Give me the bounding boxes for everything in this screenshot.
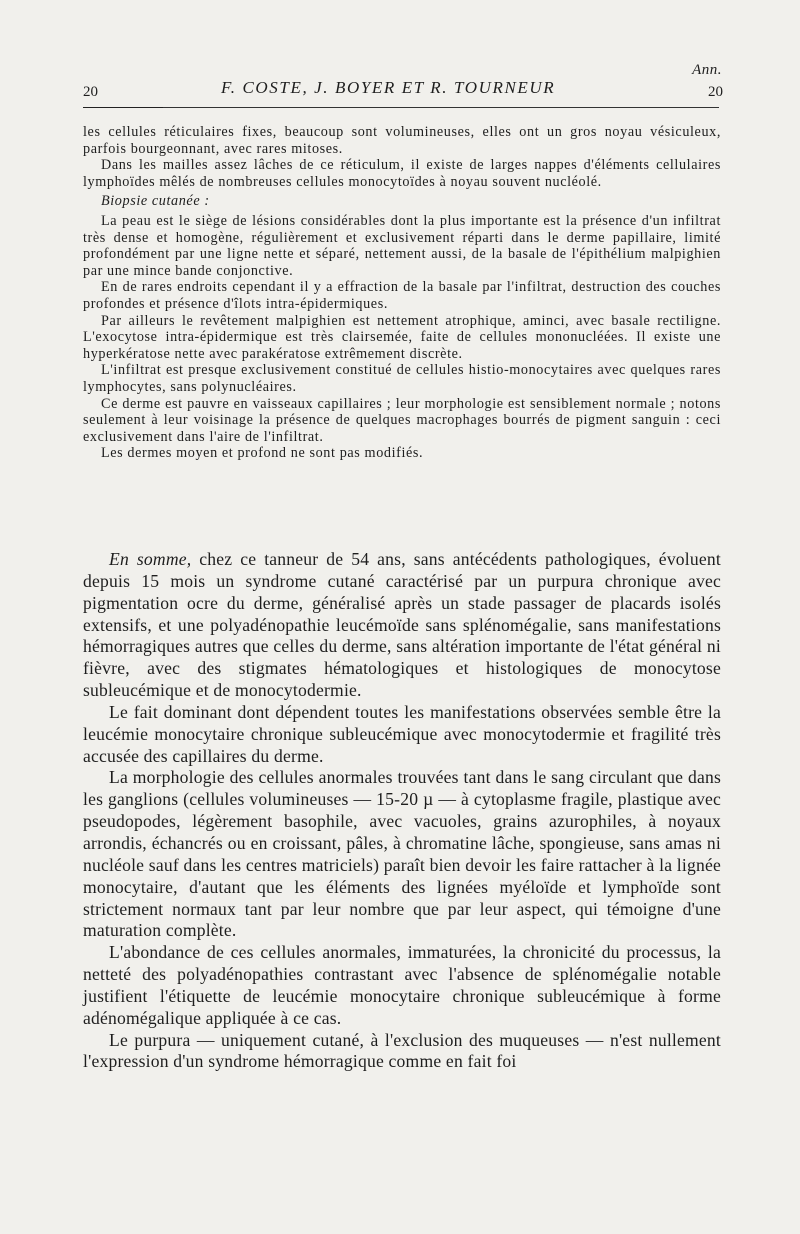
page-number-right: 20 bbox=[708, 84, 723, 100]
small-print-section bbox=[83, 124, 721, 462]
paragraph: La peau est le siège de lésions considérables dont la plus importante est la présence d'un infiltrat très dense et homogène, régulièrement et exclusivement réparti dans le derme papillaire, limité profondément par une ligne nette et séparé, nettement aussi, de la basale de l'épithélium malpighien par une mince bande conjonctive. bbox=[83, 212, 721, 279]
paragraph bbox=[83, 549, 721, 702]
paragraph-body: chez ce tanneur de 54 ans, sans antécédents pathologiques, évoluent depuis 15 mois un syndrome cutané caractérisé par un purpura chronique avec pigmentation ocre du derme, généralisé après un stade passager de placards isolés extensifs, et une polyadénopathie leucémoïde sans splénomégalie, sans manifestations hémorragiques autres que celles du derme, sans altération importante de l'état général ni fièvre, avec des stigmates hématologiques et histologiques de monocytose subleucémique et de monocytodermie. bbox=[83, 549, 721, 701]
main-text-section bbox=[83, 549, 721, 1073]
paragraph: Ce derme est pauvre en vaisseaux capillaires ; leur morphologie est sensiblement normale ; notons seulement à leur voisinage la présence de quelques macrophages bourrés de pigment sanguin : ceci exclusivement dans l'aire de l'infiltrat. bbox=[83, 395, 721, 445]
running-title: F. COSTE, J. BOYER ET R. TOURNEUR bbox=[221, 78, 556, 97]
lead-phrase: En somme, bbox=[109, 549, 192, 569]
paragraph: La morphologie des cellules anormales trouvées tant dans le sang circulant que dans les ganglions (cellules volumineuses — 15-20 µ — à cytoplasme fragile, plastique avec pseudopodes, légèrement basophile, avec vacuoles, grains azurophiles, à noyaux arrondis, échancrés ou en croissant, pâles, à chromatine lâche, spongieuse, sans amas ni nucléole sauf dans les centres matriciels) paraît bien devoir les faire rattacher à la lignée monocytaire, d'autant que les éléments des lignées myéloïde et lymphoïde sont strictement normaux tant par leur nombre que par leur aspect, qui témoigne d'une maturation complète. bbox=[83, 767, 721, 941]
paragraph: L'abondance de ces cellules anormales, immaturées, la chronicité du processus, la netteté des polyadénopathies contrastant avec l'absence de splénomégalie notable justifient l'étiquette de leucémie monocytaire chronique subleucémique à forme adénomégalique appliquée à ce cas. bbox=[83, 942, 721, 1028]
paragraph: Par ailleurs le revêtement malpighien est nettement atrophique, aminci, avec basale rectiligne. L'exocytose intra-épidermique est très clairsemée, faite de cellules mononucléées. Il existe une hyperkératose nette avec parakératose extrêmement discrète. bbox=[83, 312, 721, 362]
paragraph: les cellules réticulaires fixes, beaucoup sont volumineuses, elles ont un gros noyau vésiculeux, parfois bourgeonnant, avec rares mitoses. bbox=[83, 124, 721, 157]
paragraph: En de rares endroits cependant il y a effraction de la basale par l'infiltrat, destruction des couches profondes et présence d'îlots intra-épidermiques. bbox=[83, 279, 721, 312]
paragraph: Dans les mailles assez lâches de ce réticulum, il existe de larges nappes d'éléments cellulaires lymphoïdes mêlés de nombreuses cellules monocytoïdes à noyau souvent nucléolé. bbox=[83, 157, 721, 190]
paragraph: Le fait dominant dont dépendent toutes les manifestations observées semble être la leucémie monocytaire chronique subleucémique avec monocytodermie et fragilité très accusée des capillaires du derme. bbox=[83, 701, 721, 766]
header-rule bbox=[83, 107, 719, 108]
paragraph: L'infiltrat est presque exclusivement constitué de cellules histio-monocytaires avec quelques rares lymphocytes, sans polynucléaires. bbox=[83, 362, 721, 395]
page-number-left: 20 bbox=[83, 84, 98, 100]
margin-annotation: Ann. bbox=[692, 62, 722, 78]
running-header bbox=[83, 78, 723, 102]
paragraph: Les dermes moyen et profond ne sont pas modifiés. bbox=[101, 445, 424, 462]
section-subheading: Biopsie cutanée : bbox=[101, 193, 210, 210]
header-rule-accent bbox=[83, 107, 163, 108]
paragraph: Le purpura — uniquement cutané, à l'exclusion des muqueuses — n'est nullement l'expression d'un syndrome hémorragique comme en fait foi bbox=[83, 1029, 721, 1072]
